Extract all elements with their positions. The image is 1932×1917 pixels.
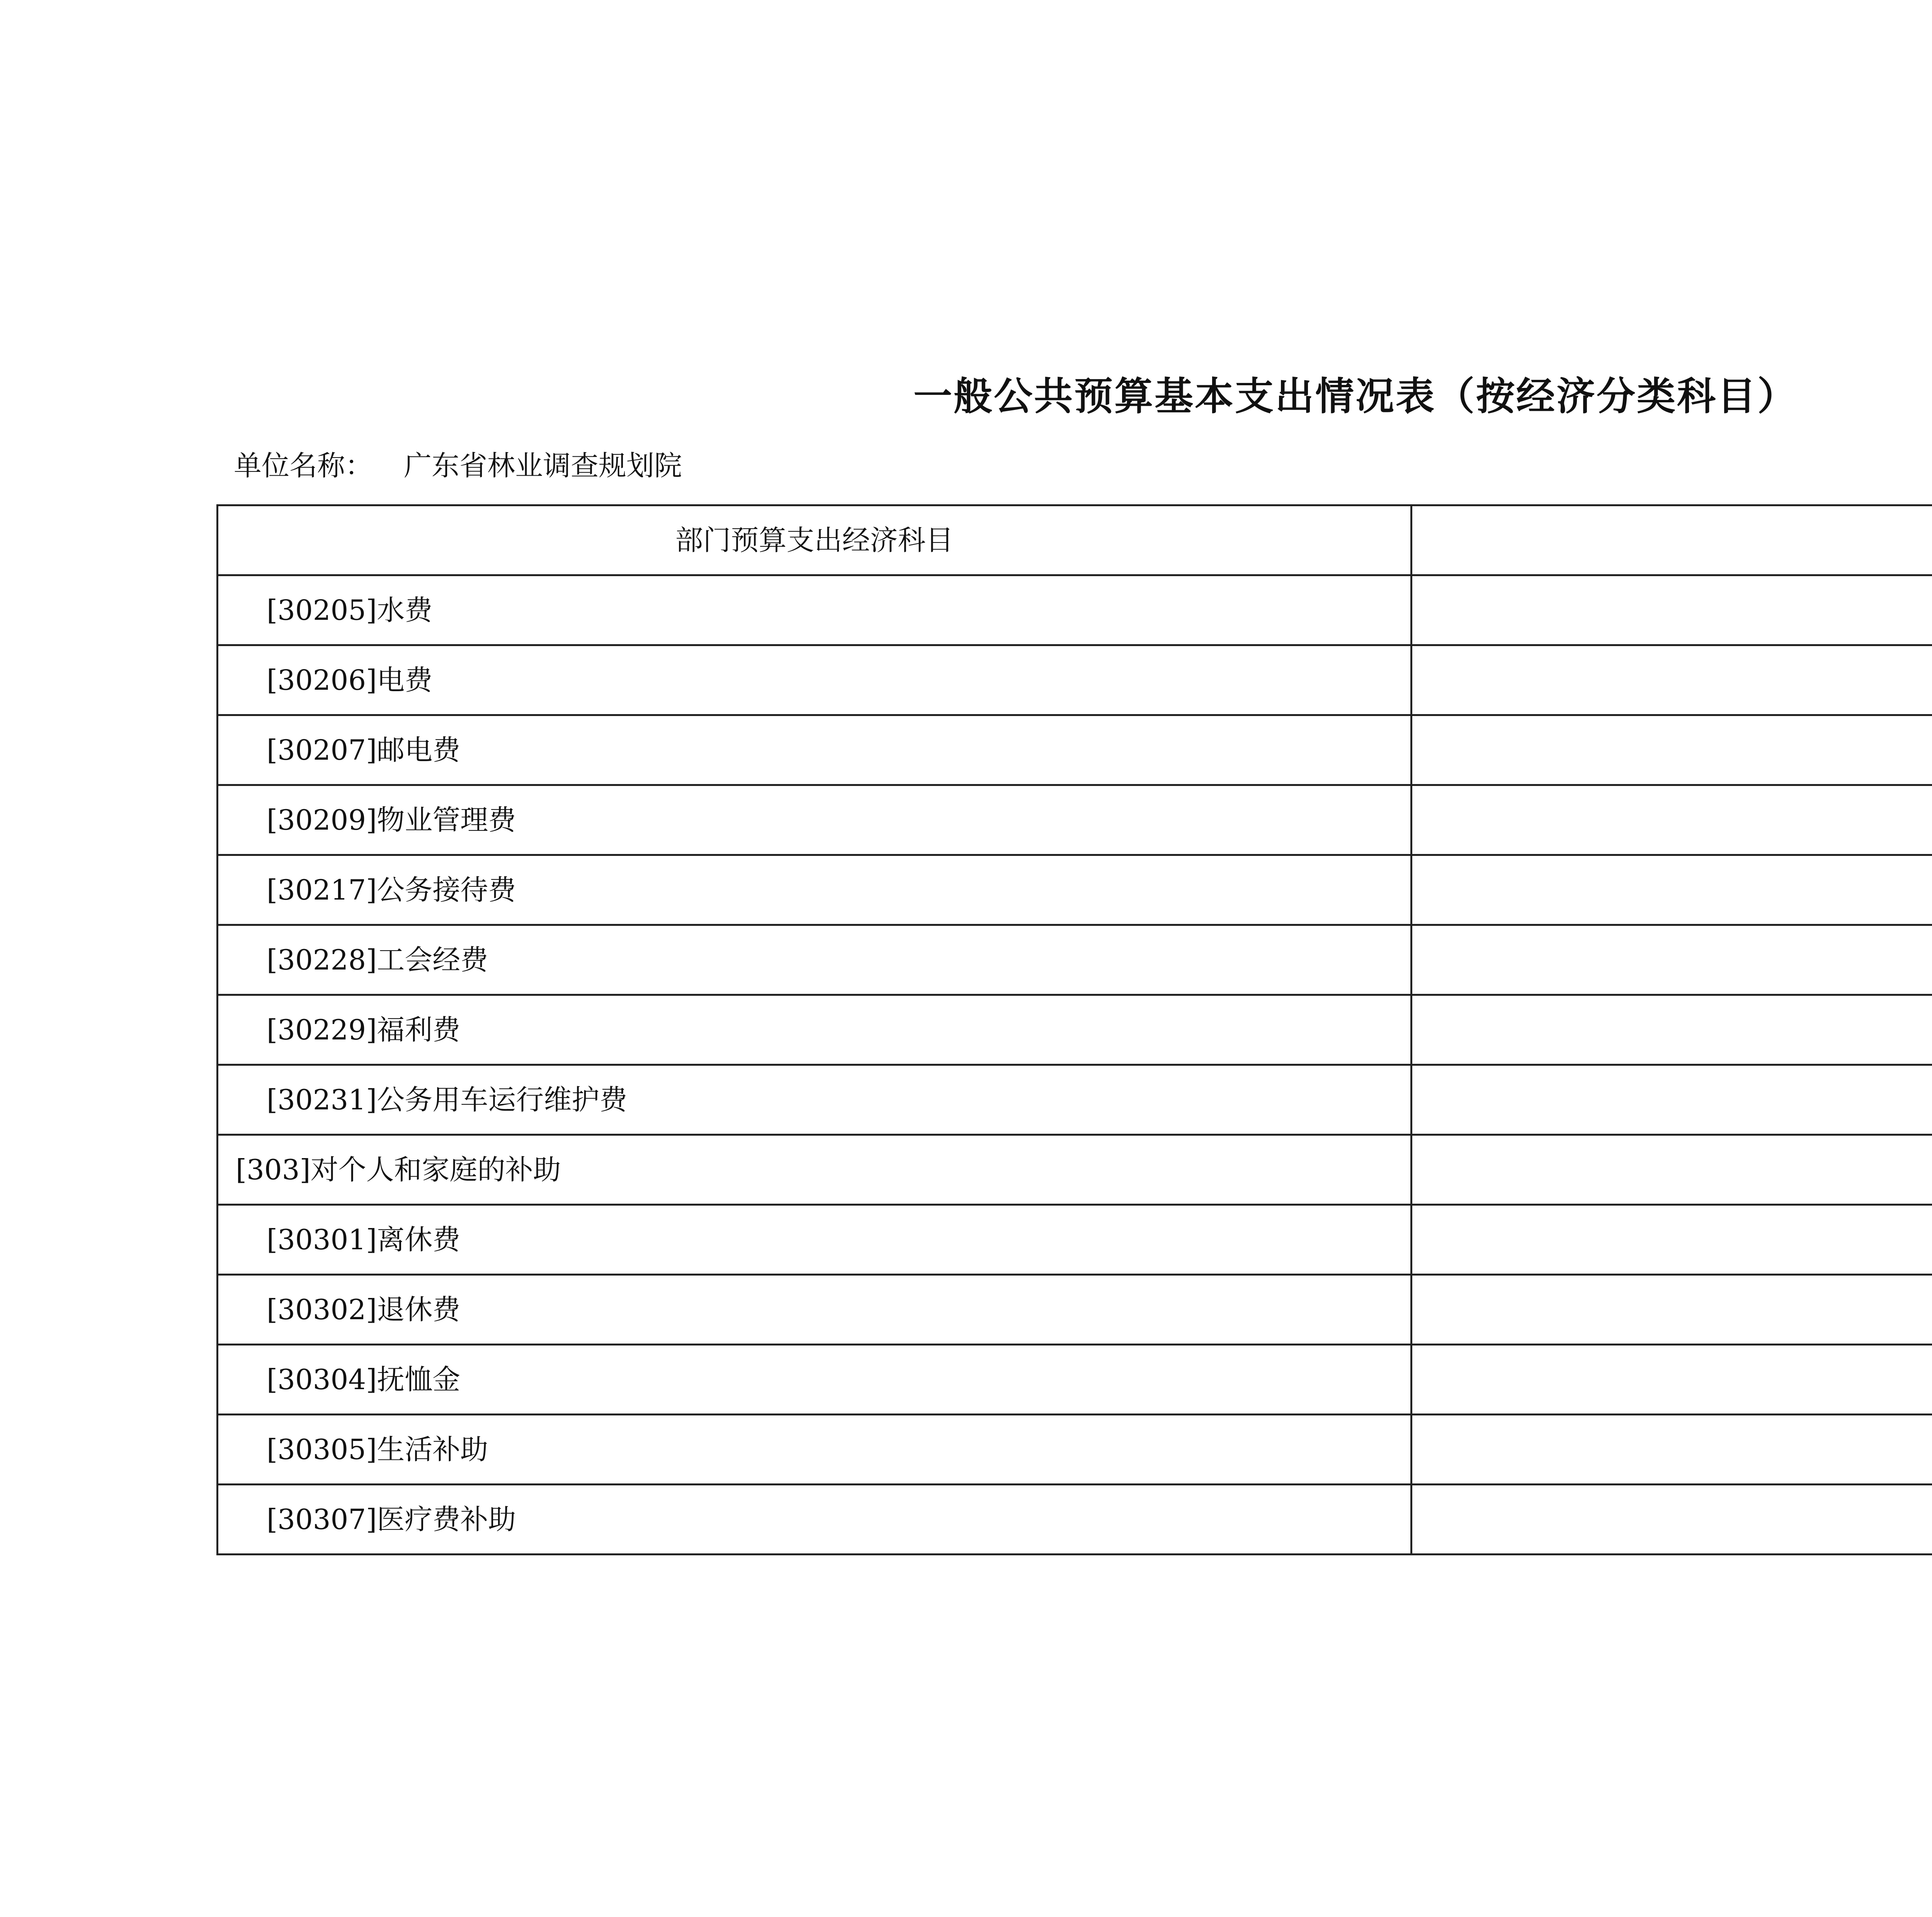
table-row <box>218 1065 1932 1135</box>
row-amount-cell <box>1412 1485 1932 1555</box>
column-header-item: 部门预算支出经济科目 <box>218 505 1412 575</box>
table-row <box>218 575 1932 645</box>
row-amount-cell <box>1412 1135 1932 1205</box>
row-amount-cell <box>1412 575 1932 645</box>
row-item-cell: [30304]抚恤金 <box>218 1345 1412 1415</box>
table-row <box>218 715 1932 785</box>
row-amount-cell <box>1412 1065 1932 1135</box>
table-row <box>218 1135 1932 1205</box>
row-item-cell: [30231]公务用车运行维护费 <box>218 1065 1412 1135</box>
column-header-budget <box>1412 505 1932 575</box>
row-amount-cell <box>1412 715 1932 785</box>
table-row <box>218 925 1932 995</box>
table-row <box>218 1275 1932 1345</box>
unit-name-block <box>234 446 682 485</box>
page-title: 一般公共预算基本支出情况表（按经济分类科目） <box>913 373 1798 419</box>
row-amount-cell <box>1412 925 1932 995</box>
row-item-cell: [30305]生活补助 <box>218 1415 1412 1485</box>
table-row <box>218 1345 1932 1415</box>
table-row <box>218 855 1932 925</box>
row-item-cell: [30229]福利费 <box>218 995 1412 1065</box>
row-amount-cell <box>1412 645 1932 715</box>
row-amount-cell <box>1412 1275 1932 1345</box>
budget-table <box>216 504 1932 1555</box>
row-item-cell: [30302]退休费 <box>218 1275 1412 1345</box>
table-header-row <box>218 505 1932 575</box>
table-row <box>218 1415 1932 1485</box>
table-row <box>218 785 1932 855</box>
unit-info-row <box>234 446 1932 485</box>
unit-name-value: 广东省林业调查规划院 <box>404 449 682 482</box>
row-item-cell: [30209]物业管理费 <box>218 785 1412 855</box>
row-item-cell: [30207]邮电费 <box>218 715 1412 785</box>
table-body <box>218 575 1932 1555</box>
row-item-cell: [30206]电费 <box>218 645 1412 715</box>
row-amount-cell <box>1412 855 1932 925</box>
row-amount-cell <box>1412 1345 1932 1415</box>
row-item-cell: [30205]水费 <box>218 575 1412 645</box>
row-item-cell: [303]对个人和家庭的补助 <box>218 1135 1412 1205</box>
row-item-cell: [30301]离休费 <box>218 1205 1412 1275</box>
row-item-cell: [30217]公务接待费 <box>218 855 1412 925</box>
row-amount-cell <box>1412 785 1932 855</box>
row-amount-cell <box>1412 995 1932 1065</box>
row-amount-cell <box>1412 1415 1932 1485</box>
table-row <box>218 1205 1932 1275</box>
table-row <box>218 645 1932 715</box>
row-item-cell: [30228]工会经费 <box>218 925 1412 995</box>
unit-name-label: 单位名称： <box>234 449 373 482</box>
row-amount-cell <box>1412 1205 1932 1275</box>
table-row <box>218 1485 1932 1555</box>
table-row <box>218 995 1932 1065</box>
row-item-cell: [30307]医疗费补助 <box>218 1485 1412 1555</box>
